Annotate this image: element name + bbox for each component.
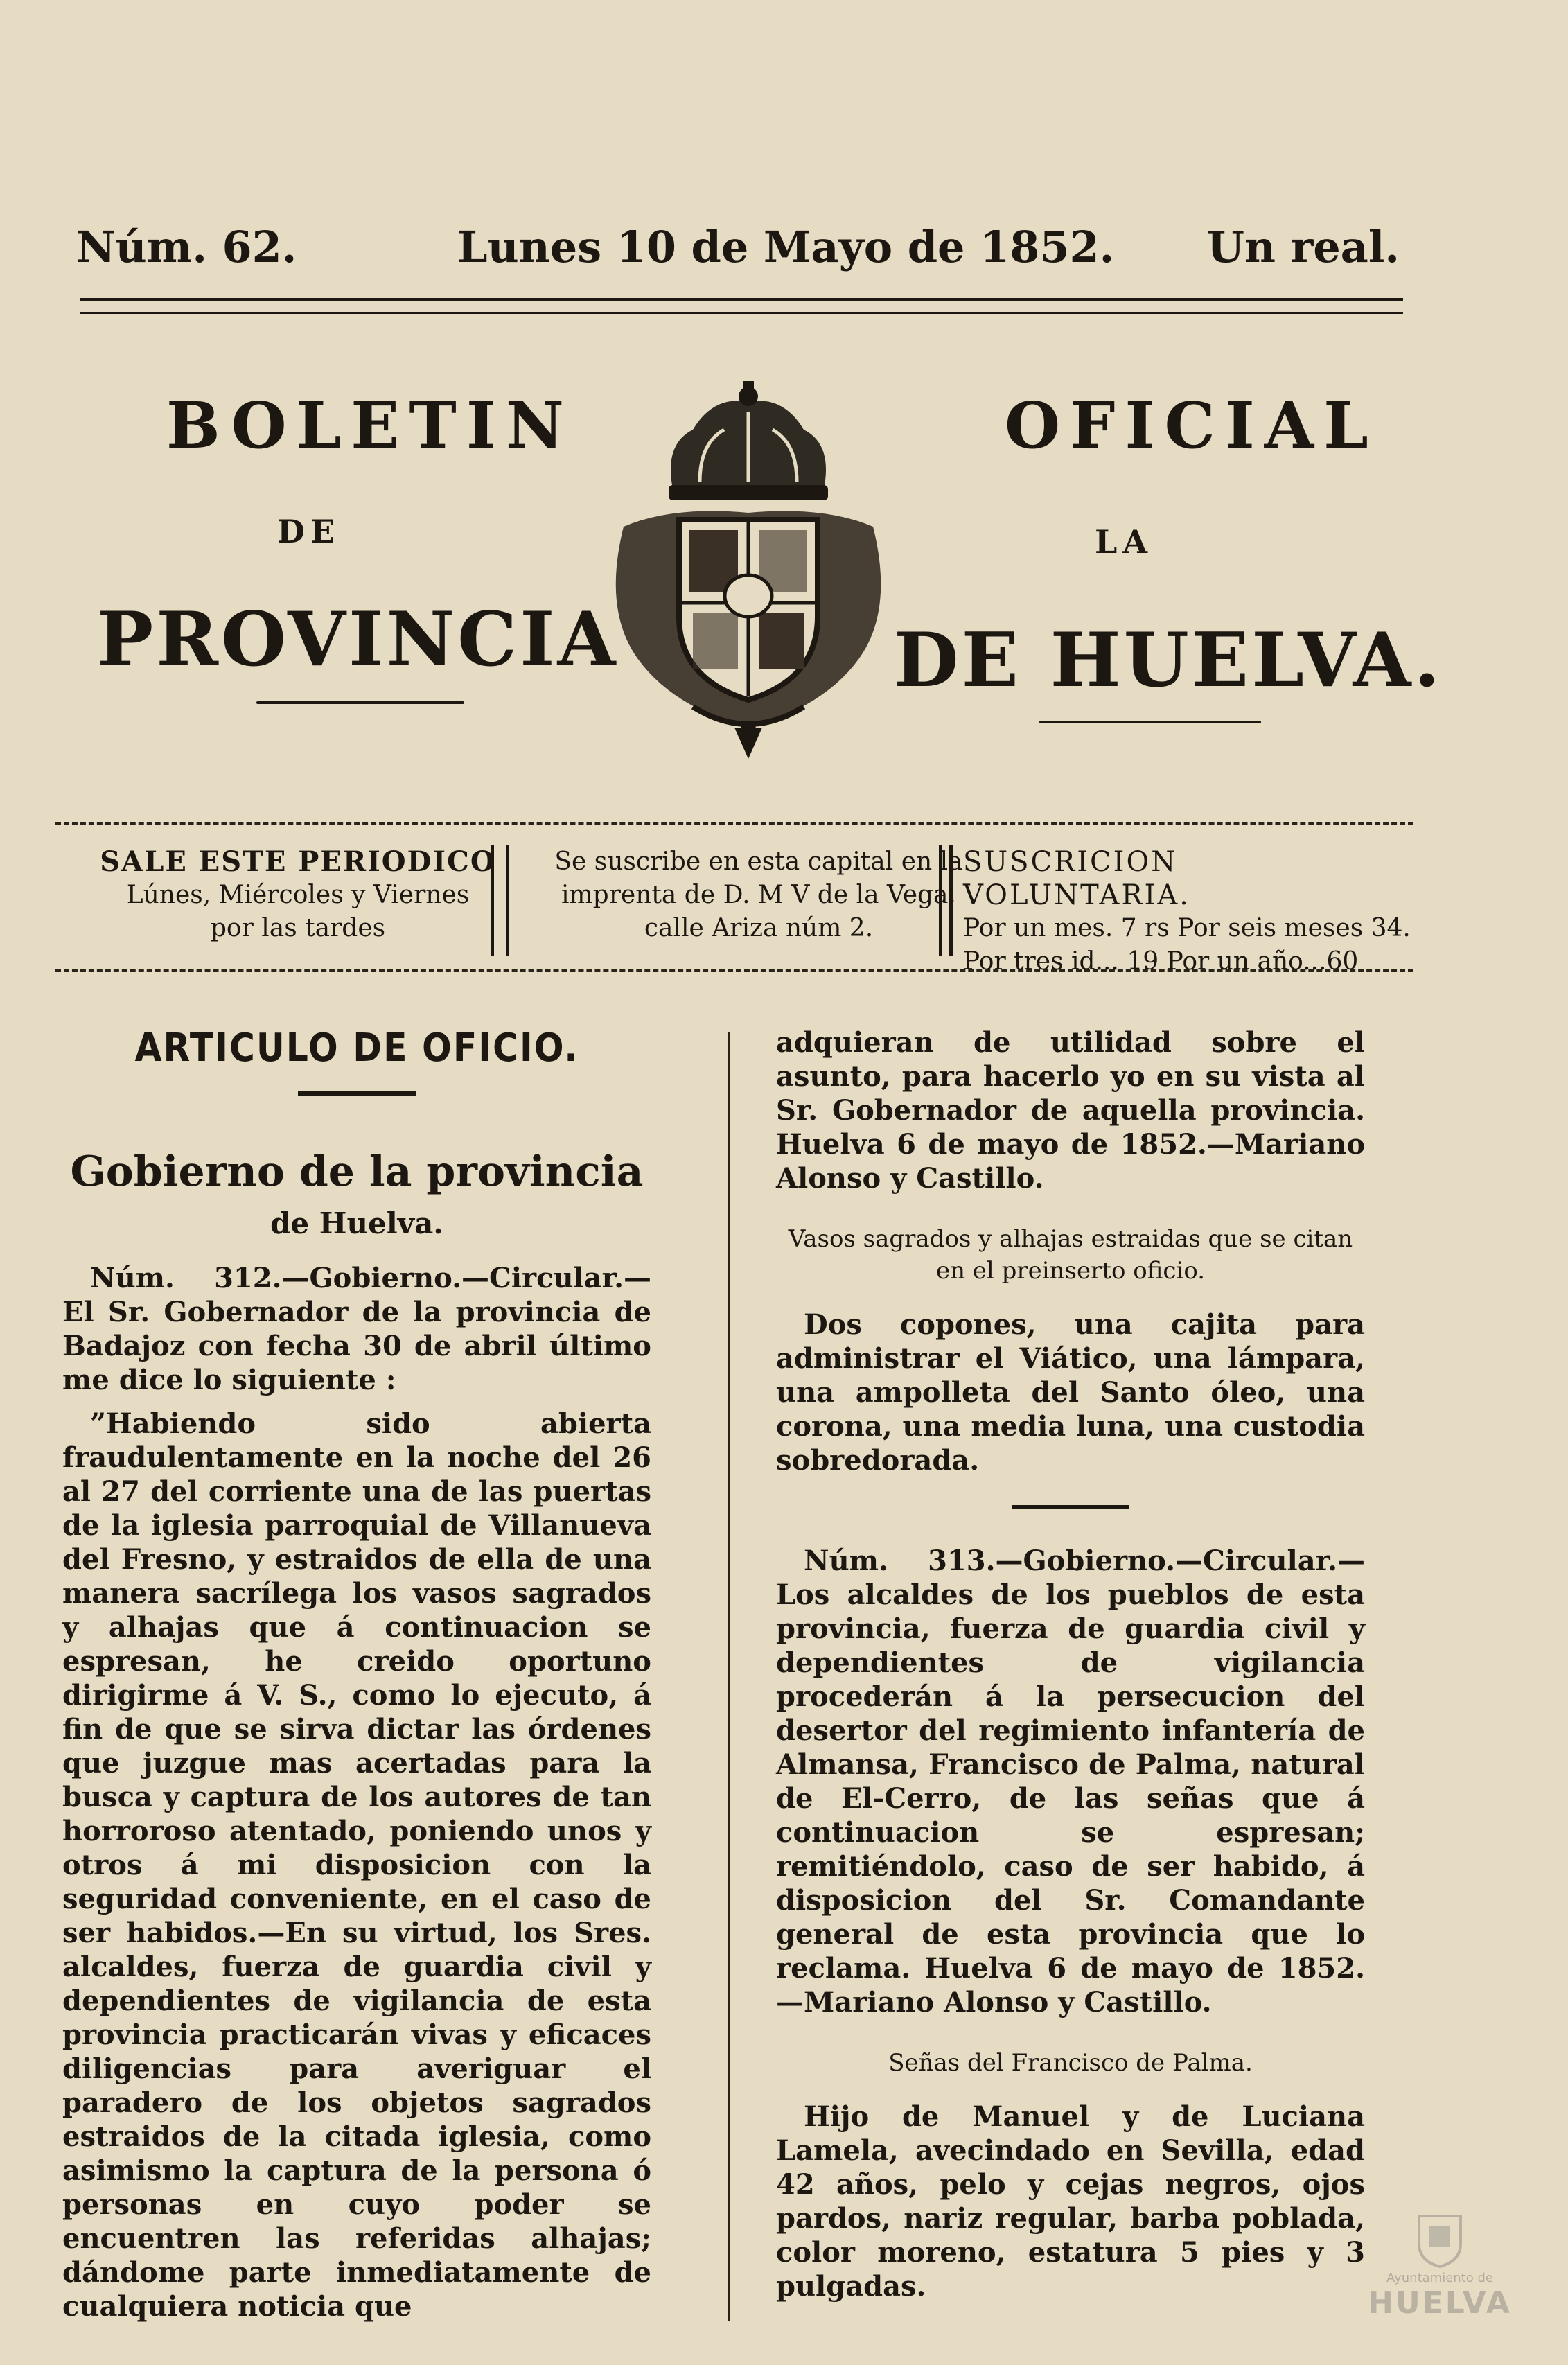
issue-price: Un real. (1206, 222, 1400, 272)
subscription-prices-line-1: Por un mes. 7 rs Por seis meses 34. (963, 914, 1411, 942)
publication-days-time: por las tardes (210, 914, 386, 942)
band-divider-1 (491, 845, 494, 956)
subscription-prices-line-2: Por tres id... 19 Por un año...60 (963, 947, 1359, 976)
issue-header (69, 208, 1407, 284)
publication-days (83, 845, 513, 945)
subscription-place-line-1: Se suscribe en esta capital en la (554, 847, 963, 876)
city-shield-icon (1416, 2213, 1464, 2268)
header-rule-top (80, 298, 1403, 301)
circular-312-intro: Núm. 312.—Gobierno.—Circular.— El Sr. Gobernador de la provincia de Badajoz con fecha 30 de abril último me dice lo siguiente : (62, 1262, 651, 1396)
band-divider-1b (506, 845, 509, 956)
title-flourish-left (256, 701, 464, 704)
title-oficial: OFICIAL (1005, 388, 1378, 463)
right-column (776, 1026, 1365, 2303)
header-rule-bottom (80, 312, 1403, 314)
subscription-prices-heading: SUSCRICION VOLUNTARIA. (963, 846, 1190, 911)
subscription-place (527, 845, 991, 945)
band-border-top (55, 822, 1413, 825)
band-divider-2b (949, 845, 953, 956)
publication-days-heading: SALE ESTE PERIODICO (100, 845, 496, 878)
section-title: ARTICULO DE OFICIO. (134, 1026, 579, 1071)
subscription-place-line-3: calle Ariza núm 2. (644, 914, 874, 942)
title-de: DE (277, 513, 340, 550)
stolen-items-caption: Vasos sagrados y alhajas estraidas que se citan en el preinserto oficio. (788, 1225, 1353, 1285)
title-la: LA (1095, 523, 1154, 561)
description-caption: Señas del Francisco de Palma. (888, 2049, 1253, 2077)
circular-312-continuation: adquieran de utilidad sobre el asunto, para hacerlo yo en su vista al Sr. Gobernador de aquella provincia. Huelva 6 de mayo de 1852.—Mariano Alonso y Castillo. (776, 1026, 1365, 1195)
stolen-items-list: Dos copones, una cajita para administrar el Viático, una lámpara, una ampolleta del Santo óleo, una corona, una media luna, una custodia sobredorada. (776, 1308, 1365, 1477)
royal-crest-icon (596, 381, 901, 769)
section-rule (298, 1091, 416, 1096)
title-boletin: BOLETIN (166, 388, 574, 463)
title-de-huelva: DE HUELVA. (894, 617, 1443, 704)
band-divider-2 (939, 845, 942, 956)
publication-days-line: Lúnes, Miércoles y Viernes (126, 881, 470, 909)
title-flourish-right (1039, 721, 1261, 723)
column-divider (728, 1032, 730, 2321)
circular-313-body: Núm. 313.—Gobierno.—Circular.— Los alcaldes de los pueblos de esta provincia, fuerza de guardia civil y dependientes de vigilancia procederán á la persecucion del desertor del regimiento infantería de Almansa, Francisco de Palma, natural de El-Cerro, de las señas que á continuacion se espresan; remitiéndolo, caso de ser habido, á disposicion del Sr. Comandante general de esta provincia que lo reclama. Huelva 6 de mayo de 1852. —Mariano Alonso y Castillo. (776, 1545, 1365, 2019)
government-heading: Gobierno de la provincia (70, 1148, 644, 1196)
subscription-band (55, 811, 1413, 1005)
issue-date: Lunes 10 de Mayo de 1852. (457, 222, 1115, 272)
article-separator (1012, 1505, 1129, 1509)
subscription-place-line-2: imprenta de D. M V de la Vega, (561, 881, 956, 909)
title-provincia: PROVINCIA (97, 596, 619, 683)
government-subheading: de Huelva. (270, 1206, 443, 1240)
watermark-subtitle: Ayuntamiento de (1386, 2271, 1493, 2285)
circular-312-body: ”Habiendo sido abierta fraudulentamente en la noche del 26 al 27 del corriente una de las puertas de la iglesia parroquial de Villanueva del Fresno, y estraidos de ella de una manera sacrílega los vasos sagrados y alhajas que á continuacion se espresan, he creido oportuno dirigirme á V. S., como lo ejecuto, á fin de que se sirva dictar las órdenes que juzgue mas acertadas para la busca y captura de los autores de tan horroroso atentado, poniendo unos y otros á mi disposicion con la seguridad conveniente, en el caso de ser habidos.—En su virtud, los Sres. alcaldes, fuerza de guardia civil y dependientes de vigilancia de esta provincia practicarán vivas y eficaces diligencias para averiguar el paradero de los objetos sagrados estraidos de la citada iglesia, como asimismo la captura de la persona ó personas en cuyo poder se encuentren las referidas alhajas; dándome parte inmediatamente de cualquiera noticia que (62, 1407, 651, 2323)
watermark-name: HUELVA (1368, 2285, 1512, 2321)
left-column (62, 1026, 651, 2323)
subscription-prices (963, 845, 1413, 978)
issue-number: Núm. 62. (76, 222, 297, 272)
deserter-description: Hijo de Manuel y de Luciana Lamela, avecindado en Sevilla, edad 42 años, pelo y cejas negros, ojos pardos, nariz regular, barba poblada, color moreno, estatura 5 pies y 3 pulgadas. (776, 2100, 1365, 2303)
archive-watermark (1360, 2213, 1519, 2323)
